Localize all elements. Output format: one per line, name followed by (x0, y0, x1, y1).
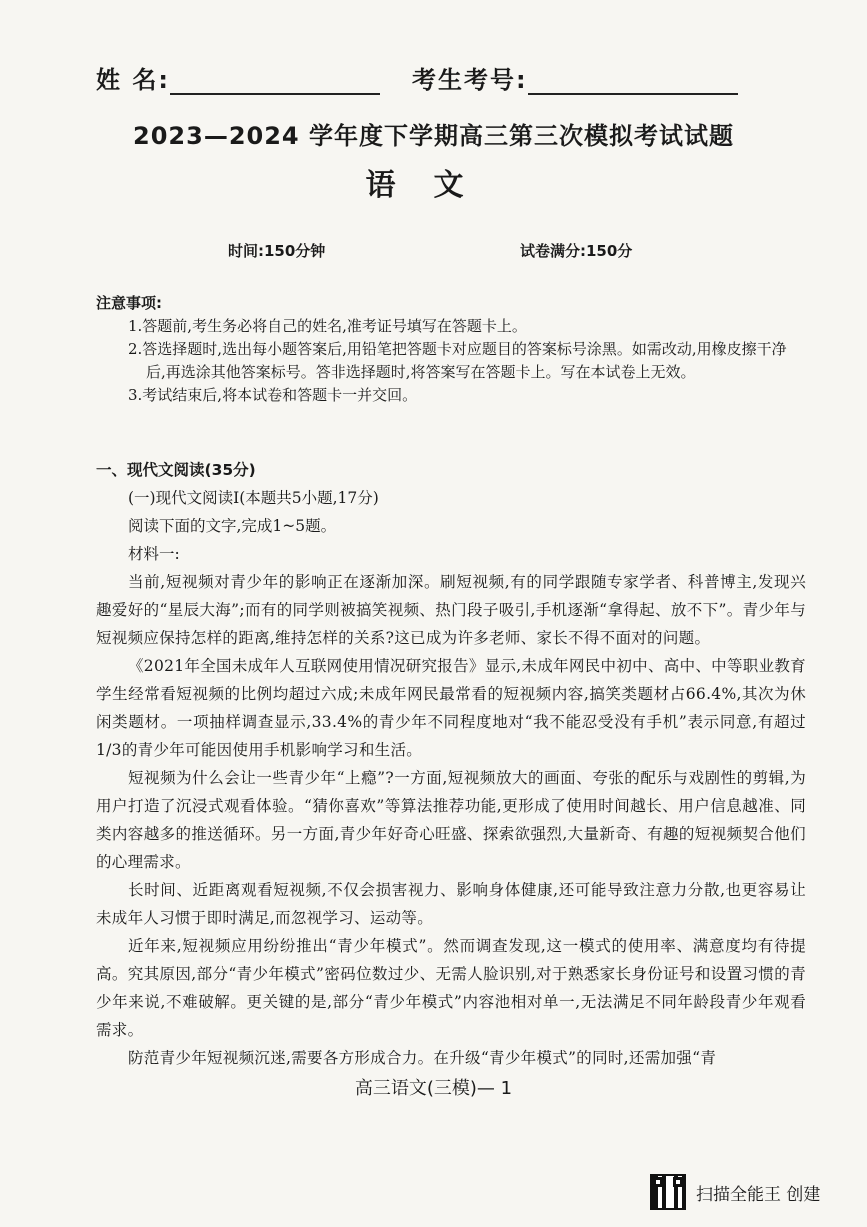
section-instruction: 阅读下面的文字,完成1~5题。 (128, 517, 337, 535)
exam-number-blank (528, 71, 738, 95)
exam-number-label: 考生考号: (411, 66, 528, 94)
material-label: 材料一: (128, 545, 180, 563)
qr-code-icon (650, 1174, 686, 1210)
paragraph: 长时间、近距离观看短视频,不仅会损害视力、影响身体健康,还可能导致注意力分散,也更容易让未成年人习惯于即时满足,而忽视学习、运动等。 (96, 881, 806, 927)
candidate-info-row (96, 60, 776, 95)
full-score: 试卷满分:150分 (520, 242, 633, 260)
subject-title: 语文 (365, 168, 502, 203)
section-heading: 一、现代文阅读(35分) (96, 461, 256, 479)
name-blank (170, 71, 380, 95)
note-item: 3.考试结束后,将本试卷和答题卡一并交回。 (128, 386, 418, 404)
note-item: 2.答选择题时,选出每小题答案后,用铅笔把答题卡对应题目的答案标号涂黑。如需改动,用橡皮擦干净后,再选涂其他答案标号。答非选择题时,将答案写在答题卡上。写在本试卷上无效。 (128, 340, 787, 381)
name-label: 姓 名: (96, 66, 170, 94)
notes-title: 注意事项: (96, 294, 162, 312)
paragraph: 防范青少年短视频沉迷,需要各方形成合力。在升级“青少年模式”的同时,还需加强“青 (128, 1049, 717, 1067)
watermark-text: 扫描全能王 创建 (696, 1184, 821, 1205)
reading-section (96, 456, 806, 1072)
section-subheading: (一)现代文阅读Ⅰ(本题共5小题,17分) (128, 489, 379, 507)
paragraph: 当前,短视频对青少年的影响正在逐渐加深。刷短视频,有的同学跟随专家学者、科普博主,发现兴趣爱好的“星辰大海”;而有的同学则被搞笑视频、热门段子吸引,手机逐渐“拿得起、放不下”。青少年与短视频应保持怎样的距离,维持怎样的关系?这已成为许多老师、家长不得不面对的问题。 (96, 573, 806, 647)
scanner-watermark (650, 1174, 820, 1210)
note-item: 1.答题前,考生务必将自己的姓名,准考证号填写在答题卡上。 (128, 317, 527, 335)
paragraph: 近年来,短视频应用纷纷推出“青少年模式”。然而调查发现,这一模式的使用率、满意度均有待提高。究其原因,部分“青少年模式”密码位数过少、无需人脸识别,对于熟悉家长身份证号和设置习惯的青少年来说,不难破解。更关键的是,部分“青少年模式”内容池相对单一,无法满足不同年龄段青少年观看需求。 (96, 937, 806, 1039)
paragraph: 《2021年全国未成年人互联网使用情况研究报告》显示,未成年网民中初中、高中、中等职业教育学生经常看短视频的比例均超过六成;未成年网民最常看的短视频内容,搞笑类题材占66.4%,其次为休闲类题材。一项抽样调查显示,33.4%的青少年不同程度地对“我不能忍受没有手机”表示同意,有超过1/3的青少年可能因使用手机影响学习和生活。 (96, 657, 806, 759)
exam-title: 2023—2024 学年度下学期高三第三次模拟考试试题 (133, 122, 734, 150)
notes-block (96, 292, 796, 407)
page-footer: 高三语文(三模)— 1 (354, 1078, 513, 1099)
time-limit: 时间:150分钟 (228, 242, 326, 260)
paragraph: 短视频为什么会让一些青少年“上瘾”?一方面,短视频放大的画面、夸张的配乐与戏剧性的剪辑,为用户打造了沉浸式观看体验。“猜你喜欢”等算法推荐功能,更形成了使用时间越长、用户信息越准、同类内容越多的推送循环。另一方面,青少年好奇心旺盛、探索欲强烈,大量新奇、有趣的短视频契合他们的心理需求。 (96, 769, 806, 871)
